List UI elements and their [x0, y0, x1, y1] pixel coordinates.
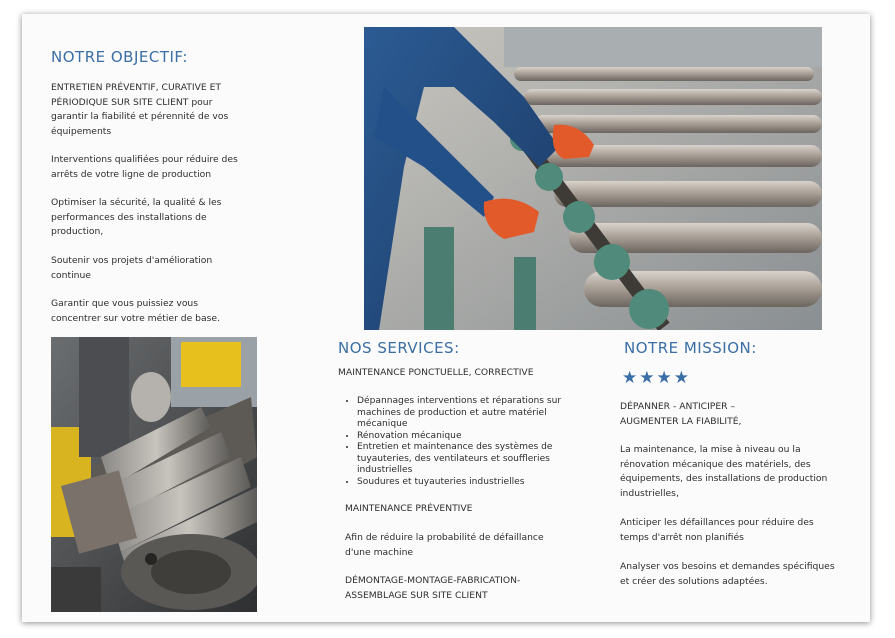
objective-heading: NOTRE OBJECTIF: [51, 48, 188, 66]
services-list-item: • Dépannages interventions et réparations sur machines de production et autre matériel mécanique [357, 396, 567, 431]
services-list-item: • Soudures et tuyauteries industrielles [357, 477, 567, 489]
objective-main-rest: pour garantir la fiabilité et pérennité de vos équipements [51, 96, 229, 137]
rating-stars-icon: ★★★★ [622, 368, 691, 388]
mission-paragraph: Anticiper les défaillances pour réduire des temps d'arrêt non planifiés [620, 517, 814, 543]
objective-paragraph: Interventions qualifiées pour réduire des arrêts de votre ligne de production [51, 154, 238, 180]
objective-main-paragraph [51, 81, 236, 139]
mission-paragraph: Analyser vos besoins et demandes spécifiques et créer des solutions adaptées. [620, 561, 835, 587]
mission-paragraph: La maintenance, la mise à niveau ou la rénovation mécanique des matériels, des équipements, des installations de production industrielles, [620, 444, 828, 499]
objective-main-caps: ENTRETIEN PRÉVENTIF, CURATIVE ET PÉRIODIQUE SUR SITE CLIENT [51, 82, 222, 108]
brochure-page [22, 14, 870, 622]
preventive-text: Afin de réduire la probabilité de défaillance d'une machine [345, 532, 544, 558]
technician-conveyor-illustration [364, 27, 822, 330]
technician-conveyor-photo [364, 27, 822, 330]
assembly-heading: DÉMONTAGE-MONTAGE-FABRICATION-ASSEMBLAGE SUR SITE CLIENT [345, 575, 521, 601]
services-list-item: • Entretien et maintenance des systèmes de tuyauteries, des ventilateurs et souffleries industrielles [357, 442, 567, 477]
services-list [345, 396, 567, 488]
objective-paragraph: Optimiser la sécurité, la qualité & les performances des installations de production, [51, 197, 222, 237]
services-subheading: MAINTENANCE PONCTUELLE, CORRECTIVE [338, 367, 534, 378]
industrial-machine-photo [51, 337, 257, 612]
objective-paragraph: Soutenir vos projets d'amélioration continue [51, 255, 213, 281]
industrial-machine-illustration [51, 337, 257, 612]
mission-tagline: DÉPANNER - ANTICIPER – AUGMENTER LA FIABILITÉ, [620, 401, 742, 427]
services-list-item: • Rénovation mécanique [357, 431, 567, 443]
mission-heading: NOTRE MISSION: [624, 339, 757, 357]
services-heading: NOS SERVICES: [338, 339, 460, 357]
preventive-heading: MAINTENANCE PRÉVENTIVE [345, 503, 473, 514]
objective-paragraph: Garantir que vous puissiez vous concentrer sur votre métier de base. [51, 298, 220, 324]
